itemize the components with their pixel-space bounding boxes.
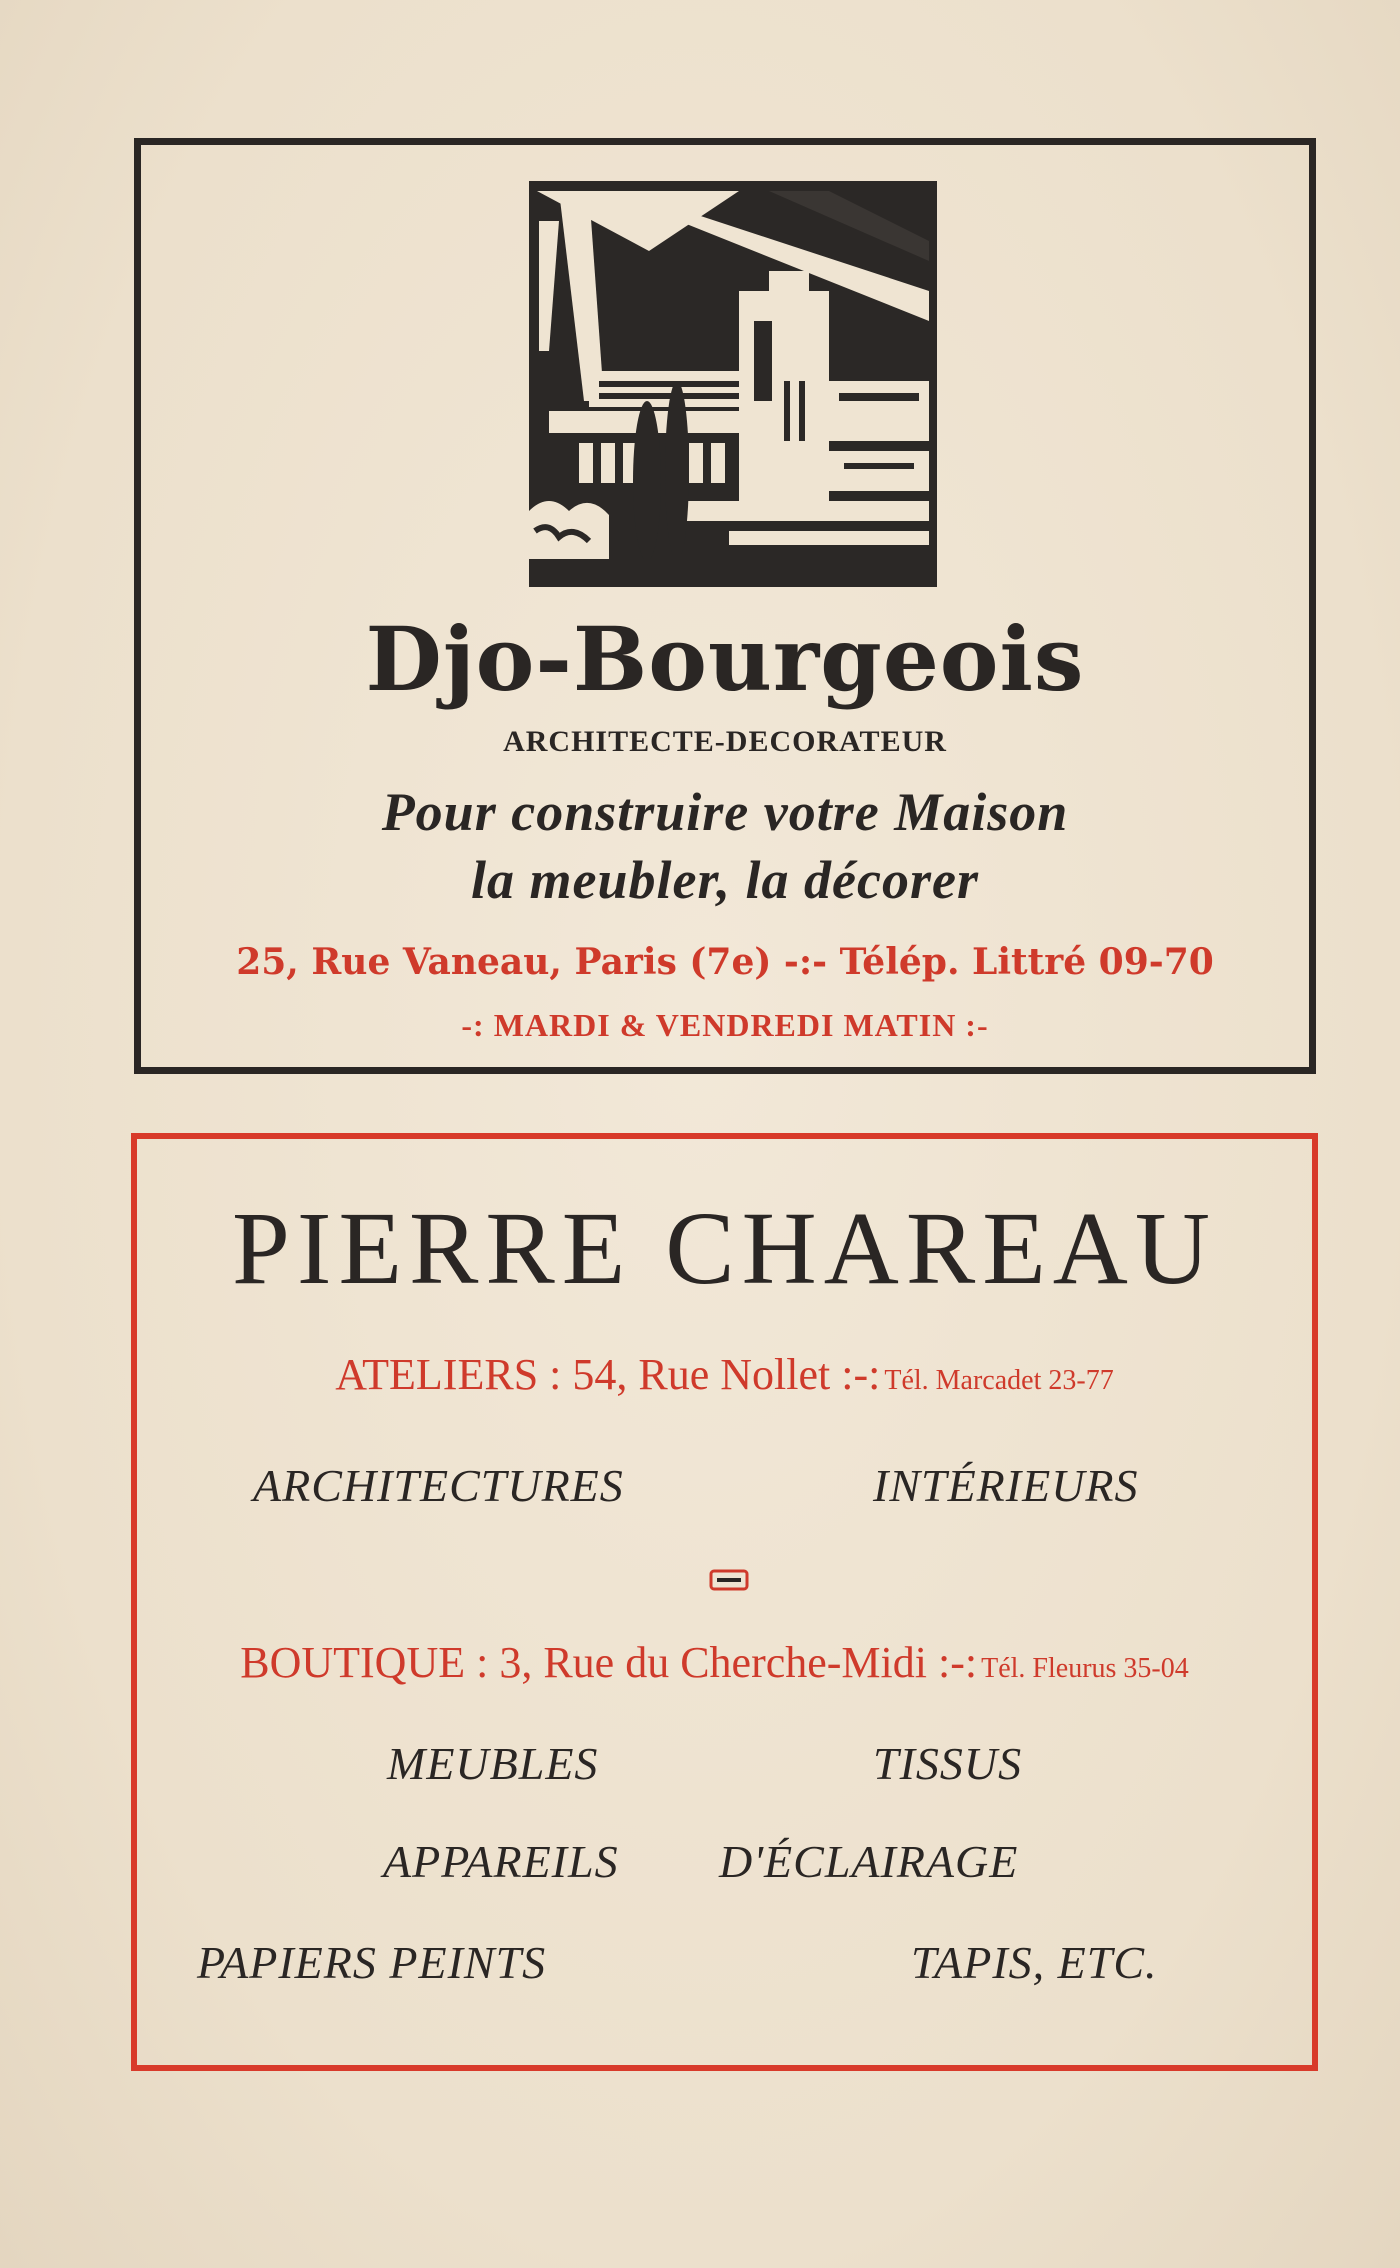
ad1-profession: ARCHITECTE-DECORATEUR [503,725,947,758]
product-item: MEUBLES [387,1738,599,1789]
rectangle-ornament-icon [709,1569,749,1591]
product-item: TISSUS [873,1738,1023,1789]
ateliers-address-line [137,1349,1312,1400]
ad2-company-name: PIERRE CHAREAU [232,1191,1217,1306]
ad1-slogan-line-1: Pour construire votre Maison [381,782,1069,842]
djo-bourgeois-advertisement [134,138,1316,1074]
product-item: D'ÉCLAIRAGE [719,1836,1019,1887]
ateliers-address: ATELIERS : 54, Rue Nollet :-: [335,1350,881,1399]
service-item: ARCHITECTURES [253,1460,624,1511]
boutique-phone: Tél. Fleurus 35-04 [981,1653,1189,1684]
pierre-chareau-advertisement [131,1133,1318,2071]
ad1-slogan-line-2: la meubler, la décorer [471,850,979,910]
boutique-address: BOUTIQUE : 3, Rue du Cherche-Midi :-: [240,1638,978,1687]
product-item: APPAREILS [383,1836,619,1887]
ad1-opening-hours: -: MARDI & VENDREDI MATIN :- [461,1007,989,1043]
ateliers-phone: Tél. Marcadet 23-77 [884,1365,1114,1396]
product-item: PAPIERS PEINTS [197,1937,547,1988]
product-item: TAPIS, ETC. [911,1937,1158,1988]
boutique-address-line [127,1637,1302,1688]
modernist-villa-woodcut-icon [529,181,937,587]
service-item: INTÉRIEURS [873,1460,1139,1511]
ad1-address: 25, Rue Vaneau, Paris (7e) -:- Télép. Littré 09-70 [236,941,1214,983]
ad1-company-name: Djo-Bourgeois [365,607,1085,711]
